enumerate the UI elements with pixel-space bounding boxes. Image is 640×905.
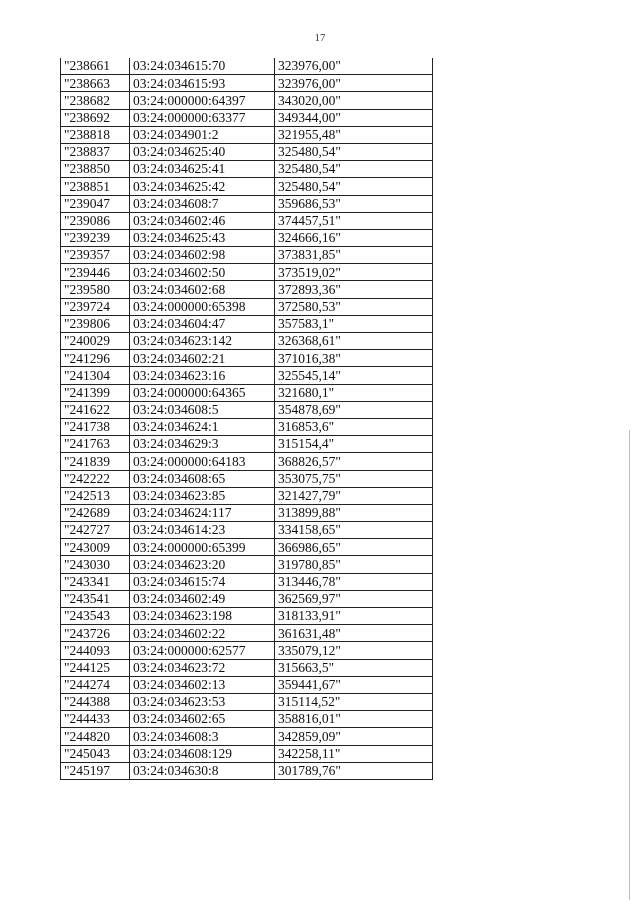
amount-cell: 301789,76" bbox=[275, 762, 433, 779]
record-number-cell: "241296 bbox=[61, 350, 130, 367]
document-table-container bbox=[60, 58, 433, 780]
record-number-cell: "244820 bbox=[61, 728, 130, 745]
amount-cell: 315114,52" bbox=[275, 693, 433, 710]
record-number-cell: "238682 bbox=[61, 92, 130, 109]
cadastral-number-cell: 03:24:034602:13 bbox=[130, 676, 275, 693]
cadastral-number-cell: 03:24:034615:70 bbox=[130, 58, 275, 75]
table-row bbox=[61, 143, 433, 160]
amount-cell: 324666,16" bbox=[275, 229, 433, 246]
table-row bbox=[61, 281, 433, 298]
cadastral-number-cell: 03:24:034625:40 bbox=[130, 143, 275, 160]
amount-cell: 359441,67" bbox=[275, 676, 433, 693]
amount-cell: 373831,85" bbox=[275, 247, 433, 264]
cadastral-number-cell: 03:24:034625:42 bbox=[130, 178, 275, 195]
table-row bbox=[61, 350, 433, 367]
cadastral-number-cell: 03:24:034608:5 bbox=[130, 401, 275, 418]
table-row bbox=[61, 625, 433, 642]
record-number-cell: "245043 bbox=[61, 745, 130, 762]
page-number: 17 bbox=[314, 32, 326, 44]
scan-edge-line bbox=[629, 430, 630, 900]
table-row bbox=[61, 298, 433, 315]
record-number-cell: "241763 bbox=[61, 436, 130, 453]
table-row bbox=[61, 401, 433, 418]
table-row bbox=[61, 642, 433, 659]
amount-cell: 325480,54" bbox=[275, 143, 433, 160]
cadastral-number-cell: 03:24:000000:65399 bbox=[130, 539, 275, 556]
amount-cell: 321427,79" bbox=[275, 487, 433, 504]
record-number-cell: "238692 bbox=[61, 109, 130, 126]
table-row bbox=[61, 75, 433, 92]
table-row bbox=[61, 367, 433, 384]
table-row bbox=[61, 58, 433, 75]
table-row bbox=[61, 315, 433, 332]
table-row bbox=[61, 195, 433, 212]
amount-cell: 334158,65" bbox=[275, 522, 433, 539]
amount-cell: 318133,91" bbox=[275, 608, 433, 625]
amount-cell: 353075,75" bbox=[275, 470, 433, 487]
amount-cell: 343020,00" bbox=[275, 92, 433, 109]
table-row bbox=[61, 212, 433, 229]
cadastral-number-cell: 03:24:034625:43 bbox=[130, 229, 275, 246]
cadastral-number-cell: 03:24:034623:72 bbox=[130, 659, 275, 676]
amount-cell: 316853,6" bbox=[275, 418, 433, 435]
table-row bbox=[61, 762, 433, 779]
record-number-cell: "238818 bbox=[61, 126, 130, 143]
amount-cell: 373519,02" bbox=[275, 264, 433, 281]
amount-cell: 358816,01" bbox=[275, 711, 433, 728]
record-number-cell: "243541 bbox=[61, 590, 130, 607]
cadastral-number-cell: 03:24:034623:142 bbox=[130, 333, 275, 350]
amount-cell: 362569,97" bbox=[275, 590, 433, 607]
amount-cell: 361631,48" bbox=[275, 625, 433, 642]
cadastral-number-cell: 03:24:000000:65398 bbox=[130, 298, 275, 315]
table-row bbox=[61, 487, 433, 504]
record-number-cell: "240029 bbox=[61, 333, 130, 350]
table-row bbox=[61, 333, 433, 350]
table-row bbox=[61, 453, 433, 470]
record-number-cell: "243341 bbox=[61, 573, 130, 590]
cadastral-number-cell: 03:24:034604:47 bbox=[130, 315, 275, 332]
record-number-cell: "244274 bbox=[61, 676, 130, 693]
record-number-cell: "239239 bbox=[61, 229, 130, 246]
amount-cell: 325545,14" bbox=[275, 367, 433, 384]
amount-cell: 342258,11" bbox=[275, 745, 433, 762]
cadastral-number-cell: 03:24:034901:2 bbox=[130, 126, 275, 143]
record-number-cell: "243030 bbox=[61, 556, 130, 573]
cadastral-number-cell: 03:24:034625:41 bbox=[130, 161, 275, 178]
amount-cell: 366986,65" bbox=[275, 539, 433, 556]
cadastral-number-cell: 03:24:034602:98 bbox=[130, 247, 275, 264]
cadastral-number-cell: 03:24:034608:7 bbox=[130, 195, 275, 212]
amount-cell: 357583,1" bbox=[275, 315, 433, 332]
cadastral-number-cell: 03:24:034615:93 bbox=[130, 75, 275, 92]
amount-cell: 321955,48" bbox=[275, 126, 433, 143]
table-row bbox=[61, 470, 433, 487]
amount-cell: 326368,61" bbox=[275, 333, 433, 350]
cadastral-number-cell: 03:24:034630:8 bbox=[130, 762, 275, 779]
amount-cell: 335079,12" bbox=[275, 642, 433, 659]
record-number-cell: "238837 bbox=[61, 143, 130, 160]
record-number-cell: "239446 bbox=[61, 264, 130, 281]
amount-cell: 342859,09" bbox=[275, 728, 433, 745]
cadastral-number-cell: 03:24:034608:65 bbox=[130, 470, 275, 487]
record-number-cell: "244388 bbox=[61, 693, 130, 710]
amount-cell: 374457,51" bbox=[275, 212, 433, 229]
cadastral-number-cell: 03:24:034614:23 bbox=[130, 522, 275, 539]
record-number-cell: "243726 bbox=[61, 625, 130, 642]
table-row bbox=[61, 728, 433, 745]
record-number-cell: "241622 bbox=[61, 401, 130, 418]
record-number-cell: "241304 bbox=[61, 367, 130, 384]
table-row bbox=[61, 418, 433, 435]
record-number-cell: "244093 bbox=[61, 642, 130, 659]
cadastral-number-cell: 03:24:034602:46 bbox=[130, 212, 275, 229]
amount-cell: 313899,88" bbox=[275, 504, 433, 521]
table-row bbox=[61, 436, 433, 453]
amount-cell: 313446,78" bbox=[275, 573, 433, 590]
amount-cell: 325480,54" bbox=[275, 178, 433, 195]
cadastral-number-cell: 03:24:034615:74 bbox=[130, 573, 275, 590]
table-row bbox=[61, 556, 433, 573]
record-number-cell: "241399 bbox=[61, 384, 130, 401]
table-row bbox=[61, 745, 433, 762]
record-number-cell: "243009 bbox=[61, 539, 130, 556]
table-row bbox=[61, 247, 433, 264]
record-number-cell: "239724 bbox=[61, 298, 130, 315]
table-body bbox=[61, 58, 433, 779]
cadastral-number-cell: 03:24:034624:117 bbox=[130, 504, 275, 521]
cadastral-number-cell: 03:24:034608:3 bbox=[130, 728, 275, 745]
table-row bbox=[61, 264, 433, 281]
cadastral-number-cell: 03:24:000000:62577 bbox=[130, 642, 275, 659]
record-number-cell: "239086 bbox=[61, 212, 130, 229]
table-row bbox=[61, 92, 433, 109]
record-number-cell: "245197 bbox=[61, 762, 130, 779]
record-number-cell: "238851 bbox=[61, 178, 130, 195]
table-row bbox=[61, 573, 433, 590]
record-number-cell: "238850 bbox=[61, 161, 130, 178]
table-row bbox=[61, 693, 433, 710]
cadastral-number-cell: 03:24:034602:49 bbox=[130, 590, 275, 607]
table-row bbox=[61, 659, 433, 676]
table-row bbox=[61, 676, 433, 693]
cadastral-number-cell: 03:24:034602:50 bbox=[130, 264, 275, 281]
cadastral-number-cell: 03:24:034602:68 bbox=[130, 281, 275, 298]
amount-cell: 372893,36" bbox=[275, 281, 433, 298]
record-number-cell: "239580 bbox=[61, 281, 130, 298]
cadastral-number-cell: 03:24:034623:85 bbox=[130, 487, 275, 504]
cadastral-number-cell: 03:24:000000:64397 bbox=[130, 92, 275, 109]
amount-cell: 315154,4" bbox=[275, 436, 433, 453]
amount-cell: 319780,85" bbox=[275, 556, 433, 573]
table-row bbox=[61, 229, 433, 246]
table-row bbox=[61, 178, 433, 195]
amount-cell: 349344,00" bbox=[275, 109, 433, 126]
cadastral-number-cell: 03:24:034602:21 bbox=[130, 350, 275, 367]
amount-cell: 372580,53" bbox=[275, 298, 433, 315]
record-number-cell: "244433 bbox=[61, 711, 130, 728]
amount-cell: 323976,00" bbox=[275, 75, 433, 92]
record-number-cell: "242222 bbox=[61, 470, 130, 487]
table-row bbox=[61, 504, 433, 521]
amount-cell: 315663,5" bbox=[275, 659, 433, 676]
amount-cell: 321680,1" bbox=[275, 384, 433, 401]
amount-cell: 371016,38" bbox=[275, 350, 433, 367]
cadastral-number-cell: 03:24:034623:53 bbox=[130, 693, 275, 710]
cadastral-number-cell: 03:24:034602:65 bbox=[130, 711, 275, 728]
table-row bbox=[61, 126, 433, 143]
cadastral-number-cell: 03:24:034629:3 bbox=[130, 436, 275, 453]
cadastral-number-cell: 03:24:000000:63377 bbox=[130, 109, 275, 126]
record-number-cell: "241839 bbox=[61, 453, 130, 470]
amount-cell: 325480,54" bbox=[275, 161, 433, 178]
amount-cell: 359686,53" bbox=[275, 195, 433, 212]
cadastral-number-cell: 03:24:034608:129 bbox=[130, 745, 275, 762]
table-row bbox=[61, 590, 433, 607]
cadastral-number-cell: 03:24:034624:1 bbox=[130, 418, 275, 435]
table-row bbox=[61, 711, 433, 728]
record-number-cell: "242727 bbox=[61, 522, 130, 539]
amount-cell: 368826,57" bbox=[275, 453, 433, 470]
cadastral-number-cell: 03:24:034602:22 bbox=[130, 625, 275, 642]
record-number-cell: "242513 bbox=[61, 487, 130, 504]
record-number-cell: "238663 bbox=[61, 75, 130, 92]
amount-cell: 323976,00" bbox=[275, 58, 433, 75]
cadastral-number-cell: 03:24:000000:64365 bbox=[130, 384, 275, 401]
record-number-cell: "238661 bbox=[61, 58, 130, 75]
cadastral-number-cell: 03:24:034623:198 bbox=[130, 608, 275, 625]
record-number-cell: "243543 bbox=[61, 608, 130, 625]
cadastral-number-cell: 03:24:034623:20 bbox=[130, 556, 275, 573]
record-number-cell: "244125 bbox=[61, 659, 130, 676]
table-row bbox=[61, 384, 433, 401]
cadastral-number-cell: 03:24:000000:64183 bbox=[130, 453, 275, 470]
record-number-cell: "241738 bbox=[61, 418, 130, 435]
table-row bbox=[61, 539, 433, 556]
table-row bbox=[61, 109, 433, 126]
record-number-cell: "239806 bbox=[61, 315, 130, 332]
record-number-cell: "242689 bbox=[61, 504, 130, 521]
table-row bbox=[61, 522, 433, 539]
table-row bbox=[61, 161, 433, 178]
cadastral-number-cell: 03:24:034623:16 bbox=[130, 367, 275, 384]
document-table bbox=[60, 58, 433, 780]
record-number-cell: "239357 bbox=[61, 247, 130, 264]
amount-cell: 354878,69" bbox=[275, 401, 433, 418]
table-row bbox=[61, 608, 433, 625]
record-number-cell: "239047 bbox=[61, 195, 130, 212]
